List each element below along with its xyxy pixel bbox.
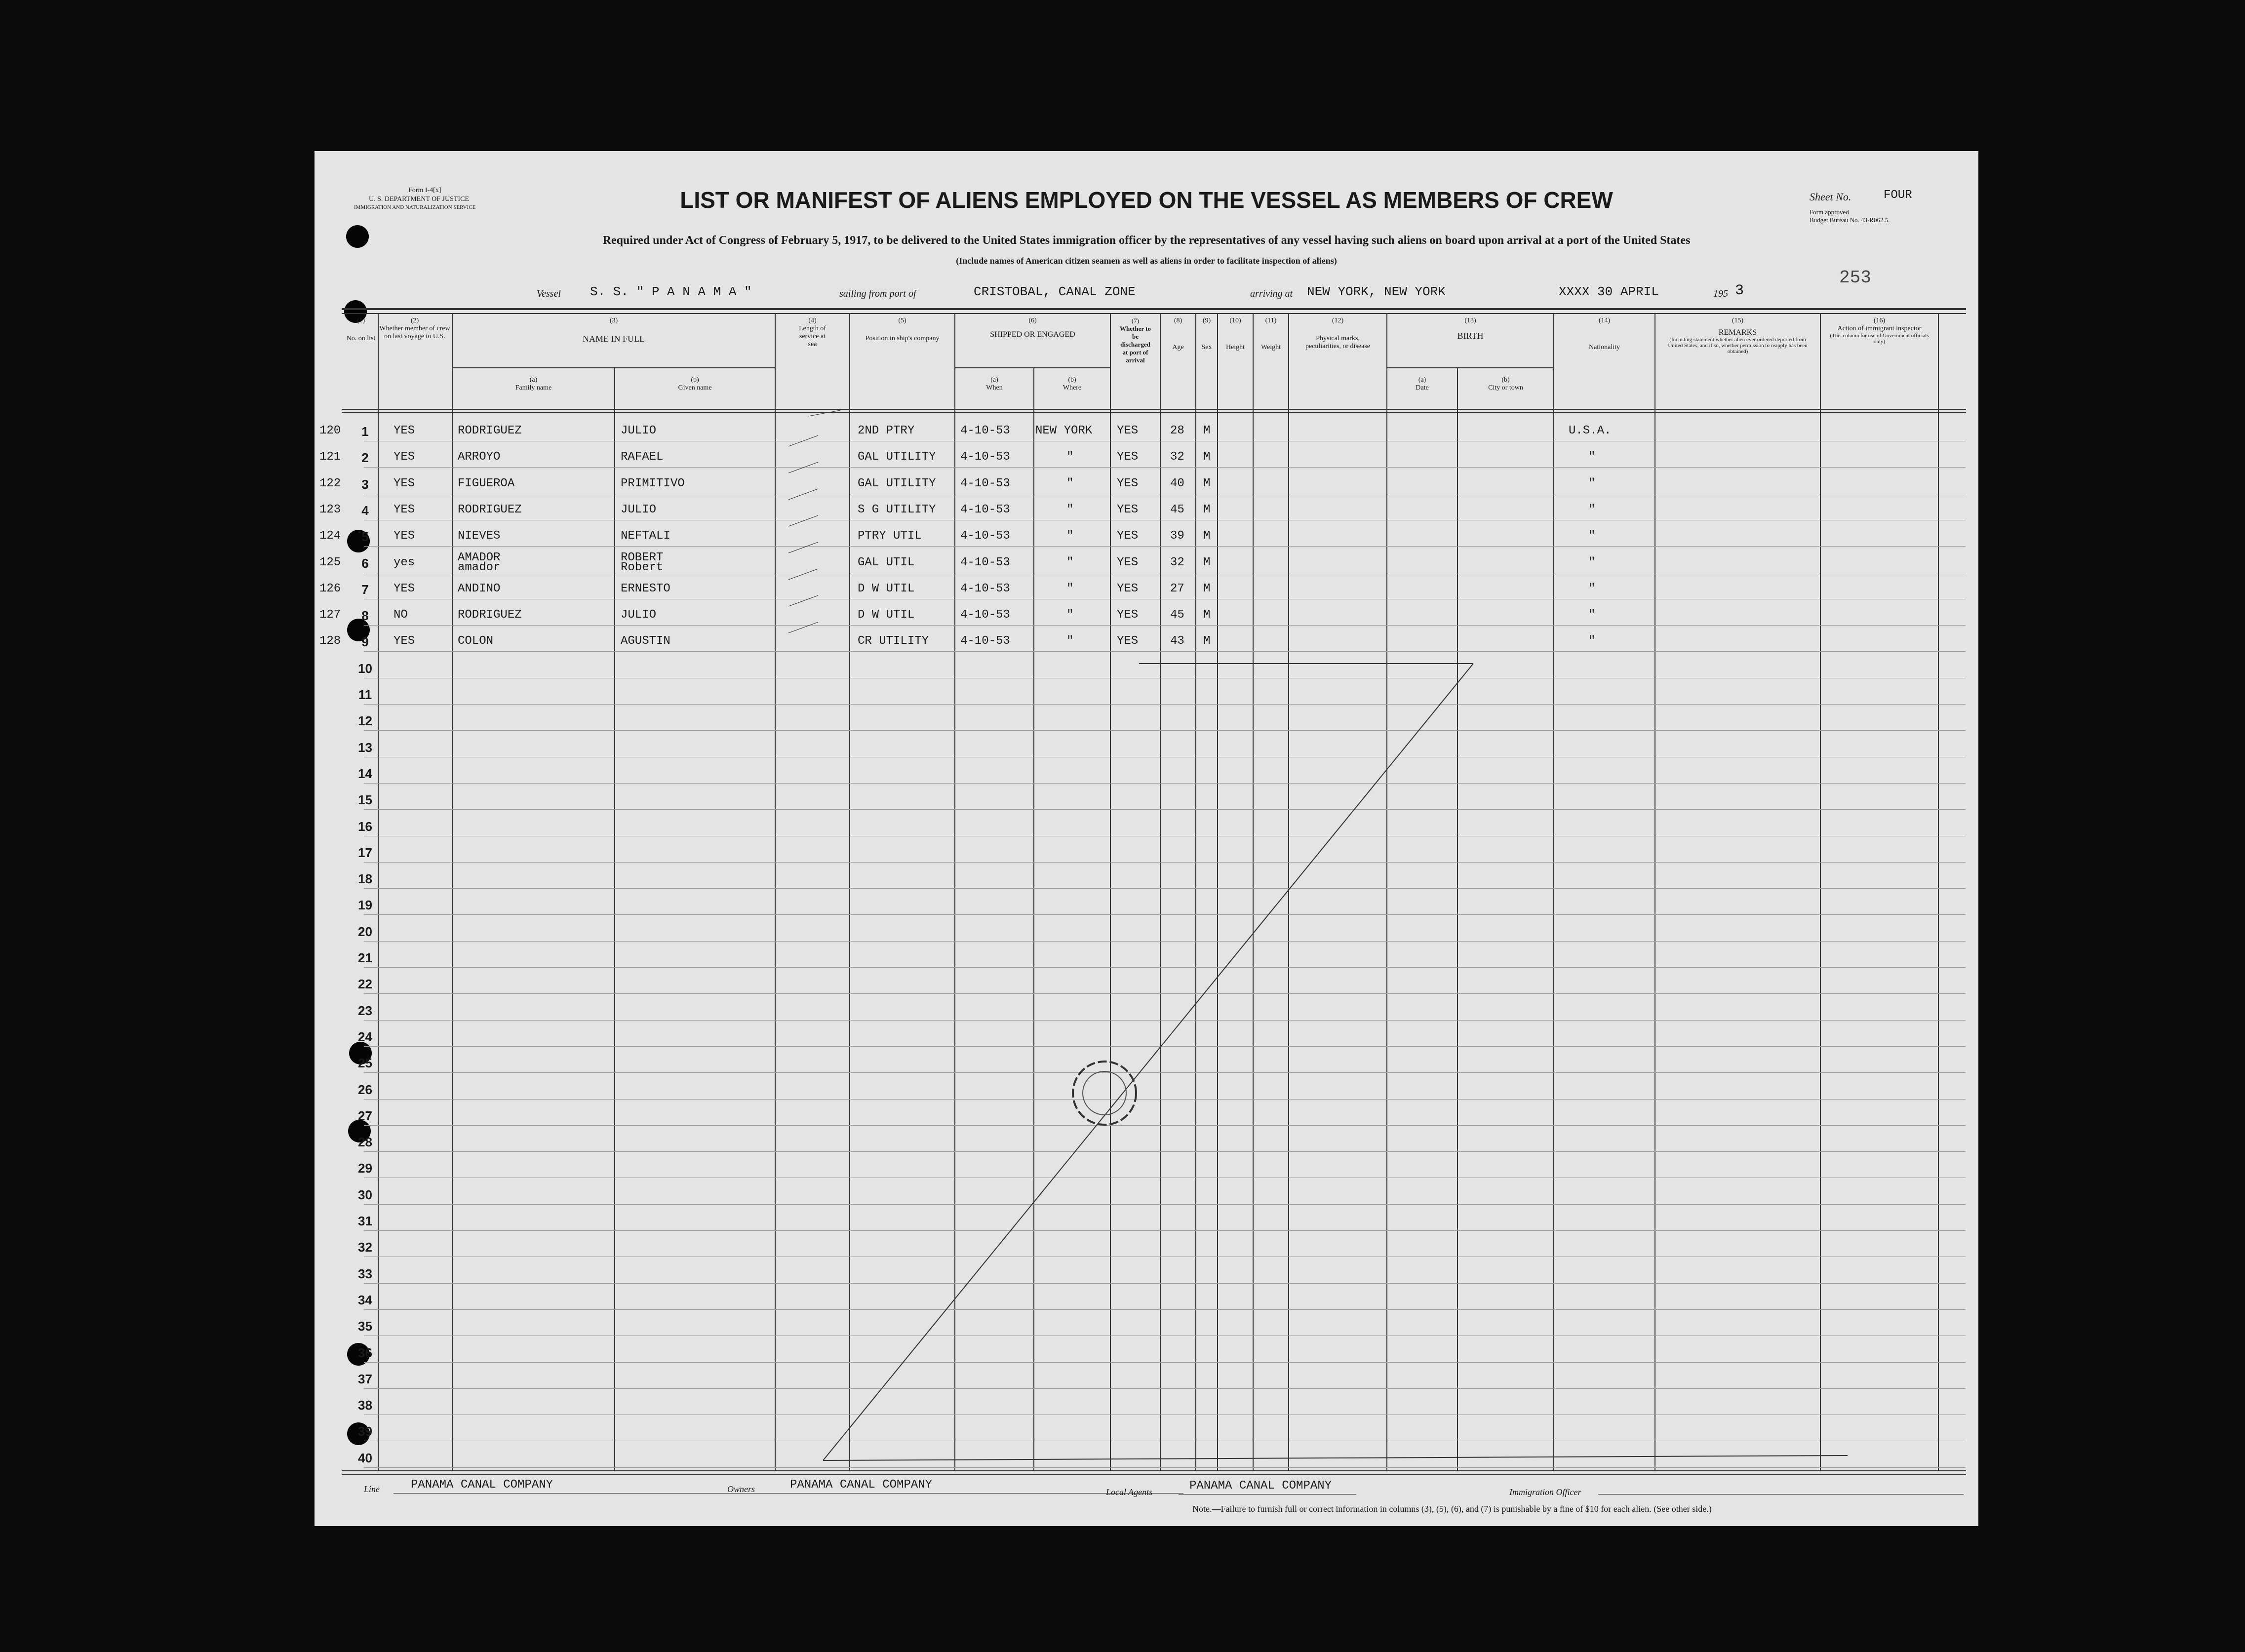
col-13-number: (13) <box>1464 317 1476 324</box>
cell-sex: M <box>1203 556 1211 569</box>
cell-family: NIEVES <box>458 529 501 543</box>
row-number: 27 <box>358 1108 372 1123</box>
cell-discharge: YES <box>1117 424 1139 437</box>
row-number: 12 <box>358 713 372 728</box>
manifest-sheet <box>315 151 1978 1526</box>
cell-sex: M <box>1203 477 1211 490</box>
cell-where: " <box>1066 450 1074 464</box>
row-number: 14 <box>358 766 372 781</box>
cell-age: 28 <box>1170 424 1184 437</box>
col-6b-label: Where <box>1063 384 1082 392</box>
row-number: 33 <box>358 1266 372 1281</box>
row-number: 5 <box>361 529 369 544</box>
sheet-number-label: Sheet No. <box>1810 191 1851 203</box>
year-prefix: 195 <box>1713 288 1728 299</box>
cell-when: 4-10-53 <box>960 529 1010 543</box>
vessel-name: S. S. " P A N A M A " <box>590 284 752 299</box>
cell-nationality: " <box>1588 503 1596 516</box>
cell-given: JULIO <box>621 424 657 437</box>
cell-when: 4-10-53 <box>960 582 1010 595</box>
row-number: 23 <box>358 1003 372 1018</box>
col-11-number: (11) <box>1265 317 1277 324</box>
cell-family: RODRIGUEZ <box>458 503 522 516</box>
agents-value: PANAMA CANAL COMPANY <box>1189 1479 1332 1493</box>
col-11-label: Weight <box>1260 344 1281 351</box>
form-title: LIST OR MANIFEST OF ALIENS EMPLOYED ON THE VESSEL AS MEMBERS OF CREW <box>680 187 1613 213</box>
sailing-label: sailing from port of <box>839 288 916 299</box>
cell-given-handwritten: Robert <box>621 561 664 574</box>
row-number: 34 <box>358 1293 372 1307</box>
owners-value: PANAMA CANAL COMPANY <box>790 1478 933 1492</box>
cell-discharge: YES <box>1117 582 1139 595</box>
cell-discharge: YES <box>1117 556 1139 569</box>
row-number: 29 <box>358 1161 372 1176</box>
col-3b-label: Given name <box>678 384 712 392</box>
cell-position: CR UTILITY <box>858 634 929 648</box>
col-12-number: (12) <box>1332 317 1344 324</box>
cell-age: 39 <box>1170 529 1184 543</box>
cancellation-line <box>315 151 1978 1526</box>
cell-given: ROBERT <box>621 551 664 564</box>
row-number: 15 <box>358 792 372 807</box>
col-16-number: (16) <box>1873 317 1886 324</box>
cell-family: FIGUEROA <box>458 477 515 490</box>
cell-family: AMADOR <box>458 551 501 564</box>
col-13b-number: (b) <box>1501 376 1510 384</box>
cell-where: " <box>1066 608 1074 622</box>
col-6a-number: (a) <box>990 376 998 384</box>
row-number: 37 <box>358 1372 372 1386</box>
col-1-number: (1) <box>356 317 365 324</box>
margin-number: 126 <box>319 582 341 595</box>
row-number: 9 <box>361 634 369 649</box>
cell-where: " <box>1066 582 1074 595</box>
row-number: 25 <box>358 1056 372 1070</box>
cell-where: " <box>1066 529 1074 543</box>
col-16-label: Action of immigrant inspector <box>1837 325 1922 332</box>
margin-number: 121 <box>319 450 341 464</box>
col-3a-number: (a) <box>529 376 538 384</box>
arrival-date: XXXX 30 APRIL <box>1559 284 1659 299</box>
cell-age: 45 <box>1170 608 1184 622</box>
cell-nationality: " <box>1588 634 1596 648</box>
cell-discharge: YES <box>1117 634 1139 648</box>
budget-number: Budget Bureau No. 43-R062.5. <box>1810 216 1890 224</box>
form-number: Form I-4[x] <box>408 187 441 194</box>
col-3-number: (3) <box>609 317 618 324</box>
col-15-number: (15) <box>1732 317 1744 324</box>
cell-nationality: " <box>1588 556 1596 569</box>
col-13a-number: (a) <box>1418 376 1426 384</box>
row-number: 21 <box>358 950 372 965</box>
row-number: 8 <box>361 608 369 623</box>
cell-position: D W UTIL <box>858 582 915 595</box>
col-1-label: No. on list <box>346 335 376 342</box>
cell-given: JULIO <box>621 608 657 622</box>
row-number: 40 <box>358 1451 372 1465</box>
row-number: 2 <box>361 450 369 465</box>
cell-given: ERNESTO <box>621 582 670 595</box>
col-16-sublabel: (This column for use of Government officials only) <box>1830 333 1929 345</box>
row-number: 26 <box>358 1082 372 1097</box>
cell-given: JULIO <box>621 503 657 516</box>
col-3a-label: Family name <box>515 384 552 392</box>
cell-sex: M <box>1203 424 1211 437</box>
cell-sex: M <box>1203 582 1211 595</box>
cell-discharge: YES <box>1117 450 1139 464</box>
col-7-number: (7) <box>1131 317 1140 324</box>
col-13a-label: Date <box>1416 384 1429 392</box>
cell-where: " <box>1066 556 1074 569</box>
row-number: 36 <box>358 1345 372 1360</box>
cell-position: GAL UTILITY <box>858 450 936 464</box>
row-number: 28 <box>358 1135 372 1149</box>
officer-underline <box>1598 1494 1964 1495</box>
cell-sex: M <box>1203 529 1211 543</box>
cell-prior: YES <box>394 634 415 648</box>
row-number: 11 <box>358 687 372 702</box>
penalty-note: Note.—Failure to furnish full or correct information in columns (3), (5), (6), and (7) is punishable by a fine of $10 for each alien. (See other side.) <box>1192 1504 1712 1514</box>
cell-when: 4-10-53 <box>960 477 1010 490</box>
col-8-number: (8) <box>1174 317 1182 324</box>
col-4-label: Length of service at sea <box>799 325 826 348</box>
arriving-label: arriving at <box>1250 288 1293 299</box>
cell-prior: yes <box>394 556 415 569</box>
cell-position: D W UTIL <box>858 608 915 622</box>
row-number: 35 <box>358 1319 372 1334</box>
col-15-label: REMARKS <box>1718 328 1757 337</box>
cell-when: 4-10-53 <box>960 424 1010 437</box>
cell-prior: NO <box>394 608 408 622</box>
cell-position: 2ND PTRY <box>858 424 915 437</box>
agents-label: Local Agents <box>1106 1487 1153 1497</box>
col-4-number: (4) <box>808 317 817 324</box>
cell-age: 43 <box>1170 634 1184 648</box>
cell-nationality: " <box>1588 529 1596 543</box>
row-number: 7 <box>361 582 369 597</box>
col-3b-number: (b) <box>691 376 699 384</box>
row-number: 39 <box>358 1424 372 1439</box>
cell-age: 32 <box>1170 450 1184 464</box>
col-15-sublabel: (Including statement whether alien ever ordered deported from United States, and if so, whether permission to reapply has been obtained) <box>1668 337 1808 354</box>
cell-nationality: " <box>1588 582 1596 595</box>
line-value: PANAMA CANAL COMPANY <box>411 1478 553 1492</box>
cell-sex: M <box>1203 450 1211 464</box>
col-8-label: Age <box>1172 344 1184 351</box>
row-number: 32 <box>358 1240 372 1255</box>
cell-sex: M <box>1203 608 1211 622</box>
col-9-number: (9) <box>1202 317 1211 324</box>
cell-prior: YES <box>394 503 415 516</box>
margin-number: 125 <box>319 556 341 569</box>
row-number: 20 <box>358 924 372 939</box>
line-label: Line <box>364 1484 380 1494</box>
margin-number: 120 <box>319 424 341 437</box>
cell-where: " <box>1066 503 1074 516</box>
col-6a-label: When <box>986 384 1003 392</box>
cell-discharge: YES <box>1117 608 1139 622</box>
cell-where: " <box>1066 477 1074 490</box>
cell-given: NEFTALI <box>621 529 670 543</box>
cell-nationality: " <box>1588 450 1596 464</box>
col-2-number: (2) <box>410 317 419 324</box>
cell-position: GAL UTILITY <box>858 477 936 490</box>
cell-age: 32 <box>1170 556 1184 569</box>
budget-approval: Form approved <box>1810 208 1849 216</box>
col-10-number: (10) <box>1229 317 1241 324</box>
col-6b-number: (b) <box>1068 376 1076 384</box>
row-number: 24 <box>358 1029 372 1044</box>
cell-position: S G UTILITY <box>858 503 936 516</box>
cell-when: 4-10-53 <box>960 503 1010 516</box>
form-subtitle: Required under Act of Congress of February 5, 1917, to be delivered to the United States immigration officer by the representatives of any vessel having such aliens on board upon arrival at a port of the United States <box>602 234 1691 247</box>
col-7-label: Whether to be discharged at port of arrival <box>1120 325 1151 364</box>
cell-prior: YES <box>394 477 415 490</box>
cell-discharge: YES <box>1117 503 1139 516</box>
cell-when: 4-10-53 <box>960 634 1010 648</box>
cell-when: 4-10-53 <box>960 556 1010 569</box>
cell-sex: M <box>1203 503 1211 516</box>
cell-prior: YES <box>394 450 415 464</box>
margin-number: 127 <box>319 608 341 622</box>
cell-position: GAL UTIL <box>858 556 915 569</box>
cell-discharge: YES <box>1117 529 1139 543</box>
row-number: 38 <box>358 1398 372 1413</box>
col-6-number: (6) <box>1028 317 1037 324</box>
sailing-port: CRISTOBAL, CANAL ZONE <box>974 284 1136 299</box>
cell-discharge: YES <box>1117 477 1139 490</box>
row-number: 30 <box>358 1187 372 1202</box>
row-number: 4 <box>361 503 369 518</box>
cell-given: PRIMITIVO <box>621 477 685 490</box>
cell-age: 27 <box>1170 582 1184 595</box>
col-13-label: BIRTH <box>1457 331 1484 341</box>
cell-family: ANDINO <box>458 582 501 595</box>
sheet-number-value: FOUR <box>1884 189 1912 202</box>
col-5-number: (5) <box>898 317 906 324</box>
cell-nationality: " <box>1588 608 1596 622</box>
col-14-label: Nationality <box>1589 344 1620 351</box>
col-2-label: Whether member of crew on last voyage to U.S. <box>379 325 450 340</box>
cell-given: AGUSTIN <box>621 634 670 648</box>
cell-nationality: " <box>1588 477 1596 490</box>
cell-age: 45 <box>1170 503 1184 516</box>
cell-family: RODRIGUEZ <box>458 424 522 437</box>
form-instruction: (Include names of American citizen seamen as well as aliens in order to facilitate inspection of aliens) <box>956 256 1337 266</box>
row-number: 6 <box>361 556 369 571</box>
row-number: 3 <box>361 477 369 492</box>
cell-prior: YES <box>394 424 415 437</box>
row-number: 22 <box>358 977 372 991</box>
department-name: U. S. DEPARTMENT OF JUSTICE <box>369 196 469 203</box>
margin-number: 123 <box>319 503 341 516</box>
cell-age: 40 <box>1170 477 1184 490</box>
cell-when: 4-10-53 <box>960 608 1010 622</box>
cell-nationality: U.S.A. <box>1569 424 1612 437</box>
row-number: 10 <box>358 661 372 676</box>
col-9-label: Sex <box>1201 344 1212 351</box>
immigration-officer-label: Immigration Officer <box>1509 1487 1581 1497</box>
col-5-label: Position in ship's company <box>865 335 940 342</box>
arriving-port: NEW YORK, NEW YORK <box>1307 284 1446 299</box>
col-3-label: NAME IN FULL <box>583 334 645 344</box>
margin-number: 128 <box>319 634 341 648</box>
owners-label: Owners <box>727 1484 755 1494</box>
col-14-number: (14) <box>1598 317 1611 324</box>
row-number: 31 <box>358 1214 372 1228</box>
cell-family: RODRIGUEZ <box>458 608 522 622</box>
col-10-label: Height <box>1225 344 1245 351</box>
col-6-label: SHIPPED OR ENGAGED <box>990 330 1075 339</box>
cell-where: " <box>1066 634 1074 648</box>
row-number: 13 <box>358 740 372 755</box>
row-number: 16 <box>358 819 372 834</box>
vessel-label: Vessel <box>537 288 561 299</box>
row-number: 17 <box>358 845 372 860</box>
col-12-label: Physical marks, peculiarities, or disease <box>1305 335 1370 350</box>
cell-family: ARROYO <box>458 450 501 464</box>
margin-number: 124 <box>319 529 341 543</box>
row-number: 19 <box>358 898 372 912</box>
agents-underline <box>1179 1494 1356 1495</box>
cell-when: 4-10-53 <box>960 450 1010 464</box>
col-13b-label: City or town <box>1488 384 1523 392</box>
inspection-stamp <box>1070 1059 1139 1128</box>
year-suffix: 3 <box>1735 282 1744 299</box>
row-number: 18 <box>358 871 372 886</box>
page-number: 253 <box>1839 268 1871 288</box>
cell-prior: YES <box>394 529 415 543</box>
cell-where: NEW YORK <box>1035 424 1093 437</box>
service-name: IMMIGRATION AND NATURALIZATION SERVICE <box>354 204 476 210</box>
margin-number: 122 <box>319 477 341 490</box>
cell-family: COLON <box>458 634 494 648</box>
row-number: 1 <box>361 424 369 439</box>
cell-sex: M <box>1203 634 1211 648</box>
cell-position: PTRY UTIL <box>858 529 922 543</box>
cell-family-handwritten: amador <box>458 561 501 574</box>
cell-given: RAFAEL <box>621 450 664 464</box>
cell-prior: YES <box>394 582 415 595</box>
